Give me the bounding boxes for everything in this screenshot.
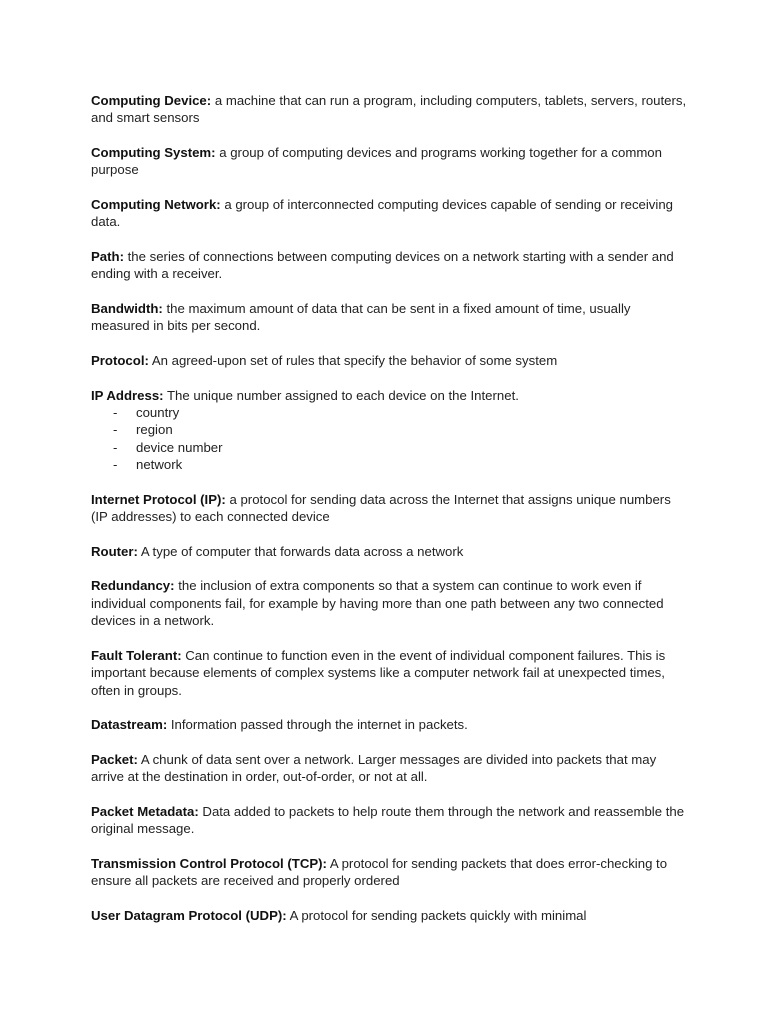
- glossary-entry-computing-network: [91, 196, 691, 231]
- term-label: IP Address:: [91, 387, 164, 403]
- glossary-entry-ip-address: [91, 387, 691, 474]
- glossary-entry-packet-metadata: [91, 803, 691, 838]
- term-label: Router:: [91, 543, 138, 559]
- term-label: Fault Tolerant:: [91, 647, 182, 663]
- list-dash: -: [113, 422, 118, 438]
- term-label: Redundancy:: [91, 578, 175, 594]
- list-item: [91, 404, 691, 421]
- term-label: Transmission Control Protocol (TCP):: [91, 855, 327, 871]
- term-label: User Datagram Protocol (UDP):: [91, 907, 287, 923]
- glossary-entry-datastream: [91, 716, 691, 733]
- definition-text: a group of interconnected computing devices capable of sending or receiving data.: [91, 197, 673, 230]
- glossary-entry-computing-device: [91, 92, 691, 127]
- glossary-entry-router: [91, 543, 691, 560]
- definition-text: An agreed-upon set of rules that specify the behavior of some system: [148, 353, 558, 368]
- definition-text: A protocol for sending packets that does error-checking to ensure all packets are received and properly ordered: [91, 855, 668, 889]
- list-item-text: region: [136, 422, 173, 438]
- list-item: [91, 421, 691, 438]
- list-dash: -: [113, 405, 118, 420]
- term-label: Packet:: [91, 751, 138, 767]
- term-label: Computing System:: [91, 145, 216, 160]
- list-item-text: network: [136, 457, 183, 473]
- definition-text: A protocol for sending packets quickly with minimal: [286, 907, 587, 923]
- glossary-entry-internet-protocol: [91, 491, 691, 526]
- list-item-text: country: [136, 405, 180, 420]
- definition-text: a protocol for sending data across the Internet that assigns unique numbers (IP addresses) to each connected device: [91, 491, 671, 525]
- term-label: Internet Protocol (IP):: [91, 491, 226, 507]
- term-label: Datastream:: [91, 717, 168, 733]
- list-item: [91, 439, 691, 456]
- glossary-entry-redundancy: [91, 577, 691, 629]
- glossary-entry-protocol: [91, 352, 691, 369]
- term-label: Packet Metadata:: [91, 803, 199, 819]
- ip-address-parts-list: [91, 404, 691, 474]
- glossary-entry-fault-tolerant: [91, 647, 691, 699]
- glossary-entry-packet: [91, 751, 691, 786]
- definition-text: the series of connections between computing devices on a network starting with a sender and ending with a receiver.: [91, 249, 674, 282]
- term-label: Protocol:: [91, 353, 149, 368]
- definition-text: A chunk of data sent over a network. Larger messages are divided into packets that may arrive at the destination in order, out-of-order, or not at all.: [91, 751, 657, 785]
- definition-text: the maximum amount of data that can be sent in a fixed amount of time, usually measured in bits per second.: [91, 301, 631, 334]
- glossary-entry-path: [91, 248, 691, 283]
- definition-text: Can continue to function even in the event of individual component failures. This is important because elements of complex systems like a computer network fail at unexpected times, often in groups.: [91, 647, 666, 698]
- glossary-entry-udp: [91, 907, 691, 924]
- list-item-text: device number: [136, 439, 223, 455]
- glossary-entry-computing-system: [91, 144, 691, 179]
- definition-text: a machine that can run a program, including computers, tablets, servers, routers, and smart sensors: [91, 93, 687, 126]
- list-dash: -: [113, 457, 118, 473]
- definition-text: A type of computer that forwards data across a network: [137, 543, 464, 559]
- definition-text: Information passed through the internet in packets.: [167, 717, 468, 733]
- definition-text: the inclusion of extra components so that a system can continue to work even if individual components fail, for example by having more than one path between any two connected devices in a network.: [91, 578, 664, 629]
- term-label: Computing Device:: [91, 93, 212, 108]
- list-dash: -: [113, 439, 118, 455]
- glossary-entry-bandwidth: [91, 300, 691, 335]
- definition-text: Data added to packets to help route them through the network and reassemble the original message.: [91, 803, 685, 837]
- term-label: Bandwidth:: [91, 301, 163, 316]
- glossary-document: [91, 92, 691, 941]
- glossary-entry-tcp: [91, 855, 691, 890]
- list-item: [91, 456, 691, 473]
- term-label: Path:: [91, 249, 124, 264]
- term-label: Computing Network:: [91, 197, 221, 212]
- definition-text: The unique number assigned to each device on the Internet.: [163, 387, 519, 403]
- definition-text: a group of computing devices and programs working together for a common purpose: [91, 145, 662, 178]
